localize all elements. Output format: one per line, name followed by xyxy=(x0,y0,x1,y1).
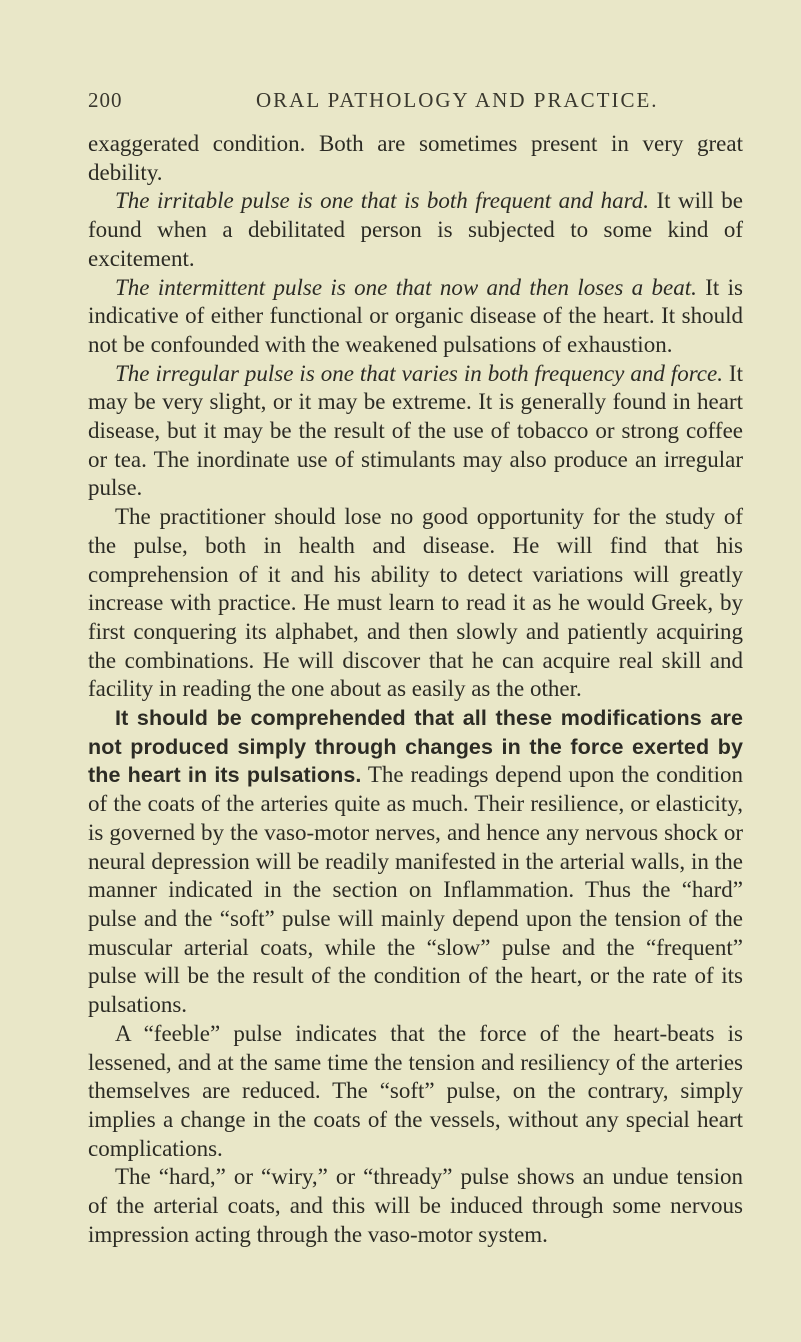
paragraph-feeble-pulse: A “feeble” pulse indicates that the force of the heart-beats is lessened, and at the same time the tension and resiliency of the arteries themselves are reduced. The “soft” pulse, on the contrary, simply implies a change in the coats of the vessels, without any special heart complications. xyxy=(88,1020,743,1161)
page-header xyxy=(88,88,740,118)
paragraph-modifications xyxy=(88,704,743,1020)
emphasized-statement: It should be comprehended that all these modifications are not produced simply through changes in the force exerted by the heart in its pulsations. xyxy=(88,706,743,788)
paragraph-irritable-pulse xyxy=(88,187,743,273)
term-irregular-pulse: The irregular pulse is one that varies in both frequency and force. xyxy=(115,360,723,386)
body-text xyxy=(88,130,743,1249)
term-irritable-pulse: The irritable pulse is one that is both frequent and hard. xyxy=(115,188,649,214)
page-number: 200 xyxy=(88,88,123,112)
paragraph-irregular-pulse xyxy=(88,360,743,504)
paragraph-text: The readings depend upon the condition of the coats of the arteries quite as much. Their resilience, or elasticity, is governed by the vaso-motor nerves, and hence any nervous shock or neural depression will be readily manifested in the arterial walls, in the manner indicated in the section on Inflammation. Thus the “hard” pulse and the “soft” pulse will mainly depend upon the tension of the muscular arterial coats, while the “slow” pulse and the “frequent” pulse will be the result of the condition of the heart, or the rate of its pulsations. xyxy=(88,762,744,1018)
paragraph-text: It is indicative of either functional or organic disease of the heart. It should not be confounded with the weakened pulsations of exhaustion. xyxy=(88,274,743,357)
paragraph-intermittent-pulse xyxy=(88,274,743,360)
paragraph-text: It may be very slight, or it may be extreme. It is generally found in heart disease, but it may be the result of the use of tobacco or strong coffee or tea. The inordinate use of stimulants may also produce an irregular pulse. xyxy=(88,360,743,501)
paragraph-practitioner: The practitioner should lose no good opportunity for the study of the pulse, both in health and disease. He will find that his comprehension of it and his ability to detect variations will greatly increase with practice. He must learn to read it as he would Greek, by first conquering its alphabet, and then slowly and patiently acquiring the combinations. He will discover that he can acquire real skill and facility in reading the one about as easily as the other. xyxy=(88,504,743,702)
paragraph-continuation: exaggerated condition. Both are sometimes present in very great debility. xyxy=(88,131,743,185)
term-intermittent-pulse: The intermittent pulse is one that now and then loses a beat. xyxy=(115,274,697,300)
running-head: ORAL PATHOLOGY AND PRACTICE. xyxy=(256,88,659,112)
paragraph-hard-pulse: The “hard,” or “wiry,” or “thready” pulse shows an undue tension of the arterial coats, and this will be induced through some nervous impression acting through the vaso-motor system. xyxy=(88,1164,743,1247)
paragraph-text: It will be found when a debilitated person is subjected to some kind of excitement. xyxy=(88,188,743,271)
